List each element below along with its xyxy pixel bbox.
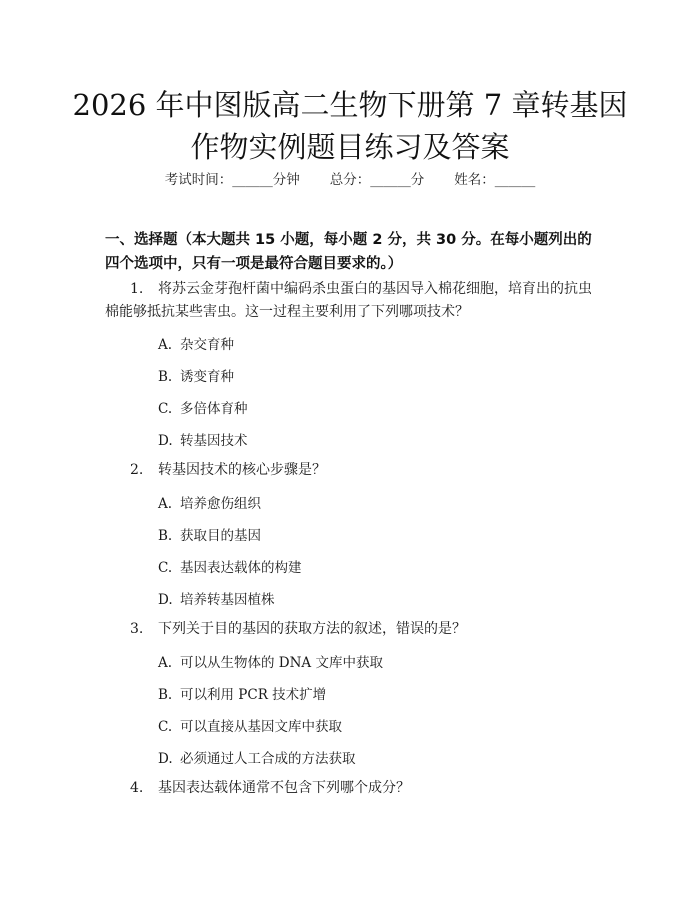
question-number: 1. bbox=[130, 281, 144, 297]
question-text: 下列关于目的基因的获取方法的叙述，错误的是？ bbox=[158, 621, 466, 637]
option-2b bbox=[158, 524, 261, 544]
option-letter: B. bbox=[158, 687, 173, 703]
option-text: 必须通过人工合成的方法获取 bbox=[180, 751, 356, 767]
option-3b bbox=[158, 683, 326, 703]
question-text: 基因表达载体通常不包含下列哪个成分？ bbox=[158, 780, 410, 796]
option-3c bbox=[158, 715, 342, 735]
option-3d bbox=[158, 747, 356, 767]
option-text: 转基因技术 bbox=[180, 433, 248, 449]
option-letter: A. bbox=[158, 496, 173, 512]
option-letter: B. bbox=[158, 528, 173, 544]
option-text: 可以利用 PCR 技术扩增 bbox=[180, 687, 327, 703]
question-4 bbox=[105, 777, 603, 800]
document-title: 2026 年中图版高二生物下册第 7 章转基因作物实例题目练习及答案 bbox=[72, 88, 628, 164]
option-text: 获取目的基因 bbox=[180, 528, 261, 544]
option-text: 诱变育种 bbox=[180, 369, 234, 385]
question-text: 将苏云金芽孢杆菌中编码杀虫蛋白的基因导入棉花细胞，培育出的抗虫棉能够抵抗某些害虫。这一过程主要利用了下列哪项技术？ bbox=[105, 281, 592, 320]
option-letter: C. bbox=[158, 719, 173, 735]
option-1c bbox=[158, 397, 248, 417]
question-3 bbox=[105, 618, 603, 641]
question-number: 3. bbox=[130, 621, 144, 637]
section-heading: 一、选择题（本大题共 15 小题，每小题 2 分，共 30 分。在每小题列出的四个选项中，只有一项是最符合题目要求的。） bbox=[105, 232, 592, 272]
option-1b bbox=[158, 365, 234, 385]
question-number: 4. bbox=[130, 780, 144, 796]
option-text: 基因表达载体的构建 bbox=[180, 560, 302, 576]
question-2 bbox=[105, 459, 603, 482]
option-letter: A. bbox=[158, 337, 173, 353]
question-1 bbox=[105, 278, 603, 324]
option-letter: C. bbox=[158, 560, 173, 576]
option-letter: D. bbox=[158, 433, 173, 449]
exam-time: 考试时间：______分钟 bbox=[164, 172, 300, 188]
option-3a bbox=[158, 651, 383, 671]
exam-score: 总分：______分 bbox=[329, 172, 425, 188]
option-text: 多倍体育种 bbox=[180, 401, 248, 417]
option-2a bbox=[158, 492, 261, 512]
option-text: 可以从生物体的 DNA 文库中获取 bbox=[180, 655, 383, 671]
option-letter: B. bbox=[158, 369, 173, 385]
option-text: 可以直接从基因文库中获取 bbox=[180, 719, 342, 735]
option-1a bbox=[158, 333, 234, 353]
option-text: 培养转基因植株 bbox=[180, 592, 275, 608]
option-2c bbox=[158, 556, 302, 576]
exam-info bbox=[0, 168, 700, 188]
option-letter: D. bbox=[158, 592, 173, 608]
option-text: 培养愈伤组织 bbox=[180, 496, 261, 512]
question-number: 2. bbox=[130, 462, 144, 478]
exam-name: 姓名：______ bbox=[454, 172, 536, 188]
question-text: 转基因技术的核心步骤是？ bbox=[158, 462, 326, 478]
option-letter: A. bbox=[158, 655, 173, 671]
option-text: 杂交育种 bbox=[180, 337, 234, 353]
option-letter: D. bbox=[158, 751, 173, 767]
option-2d bbox=[158, 588, 275, 608]
option-letter: C. bbox=[158, 401, 173, 417]
option-1d bbox=[158, 429, 248, 449]
